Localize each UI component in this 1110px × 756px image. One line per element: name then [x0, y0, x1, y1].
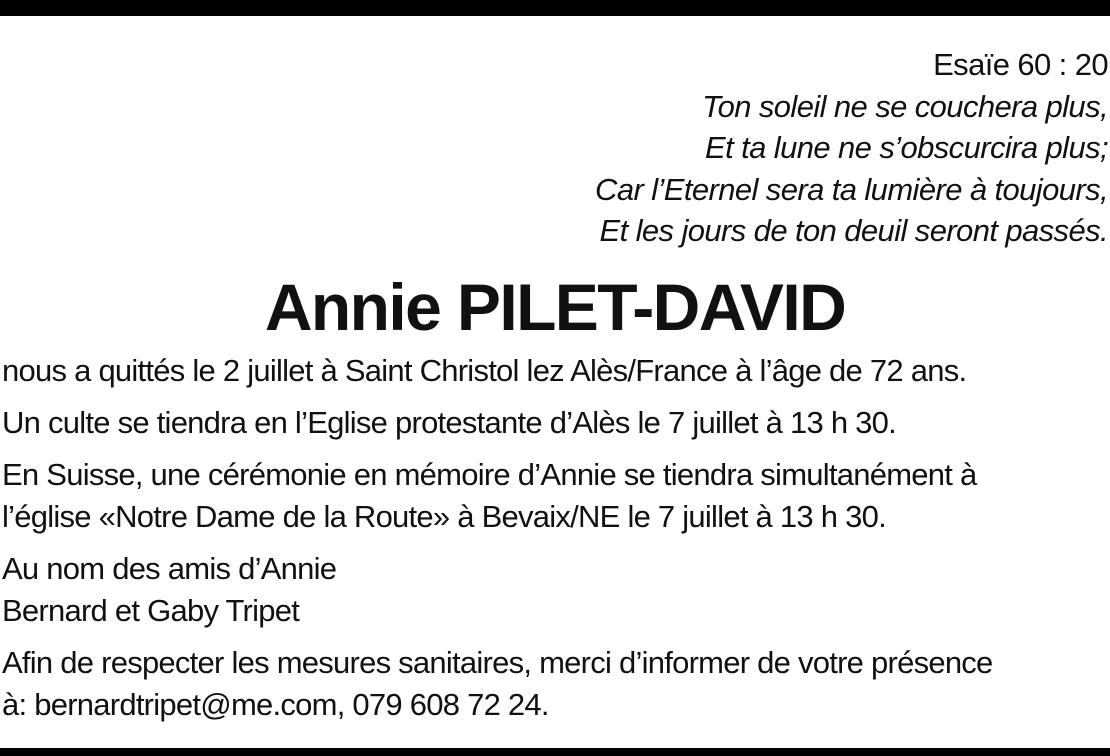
deceased-name: Annie PILET-DAVID [264, 270, 846, 344]
death-notice: nous a quittés le 2 juillet à Saint Christol lez Alès/France à l’âge de 72 ans. [2, 353, 967, 388]
verse-line: Et ta lune ne s’obscurcira plus; [705, 130, 1108, 165]
signature-line: Bernard et Gaby Tripet [2, 593, 300, 628]
top-border-rule [0, 0, 1110, 16]
attendance-contact: à: bernardtripet@me.com, 079 608 72 24. [2, 687, 549, 722]
bottom-border-rule [0, 748, 1110, 756]
verse-line: Car l’Eternel sera ta lumière à toujours, [595, 171, 1108, 207]
verse-line: Ton soleil ne se couchera plus, [702, 88, 1108, 124]
ceremony-line: En Suisse, une cérémonie en mémoire d’Annie se tiendra simultanément à [2, 457, 977, 492]
signature-line: Au nom des amis d’Annie [2, 551, 337, 586]
attendance-line: Afin de respecter les mesures sanitaires, merci d’informer de votre présence [2, 645, 993, 680]
bible-verse [595, 44, 1108, 252]
attendance-notice [2, 642, 1108, 726]
verse-line: Et les jours de ton deuil seront passés. [599, 213, 1108, 248]
verse-reference: Esaïe 60 : 20 [933, 47, 1108, 82]
ceremony-line: l’église «Notre Dame de la Route» à Bevaix/NE le 7 juillet à 13 h 30. [2, 499, 886, 534]
announcement-body [2, 350, 1108, 736]
service-notice: Un culte se tiendra en l’Eglise protestante d’Alès le 7 juillet à 13 h 30. [2, 405, 897, 440]
ceremony-notice [2, 454, 1108, 538]
signature [2, 548, 1108, 632]
